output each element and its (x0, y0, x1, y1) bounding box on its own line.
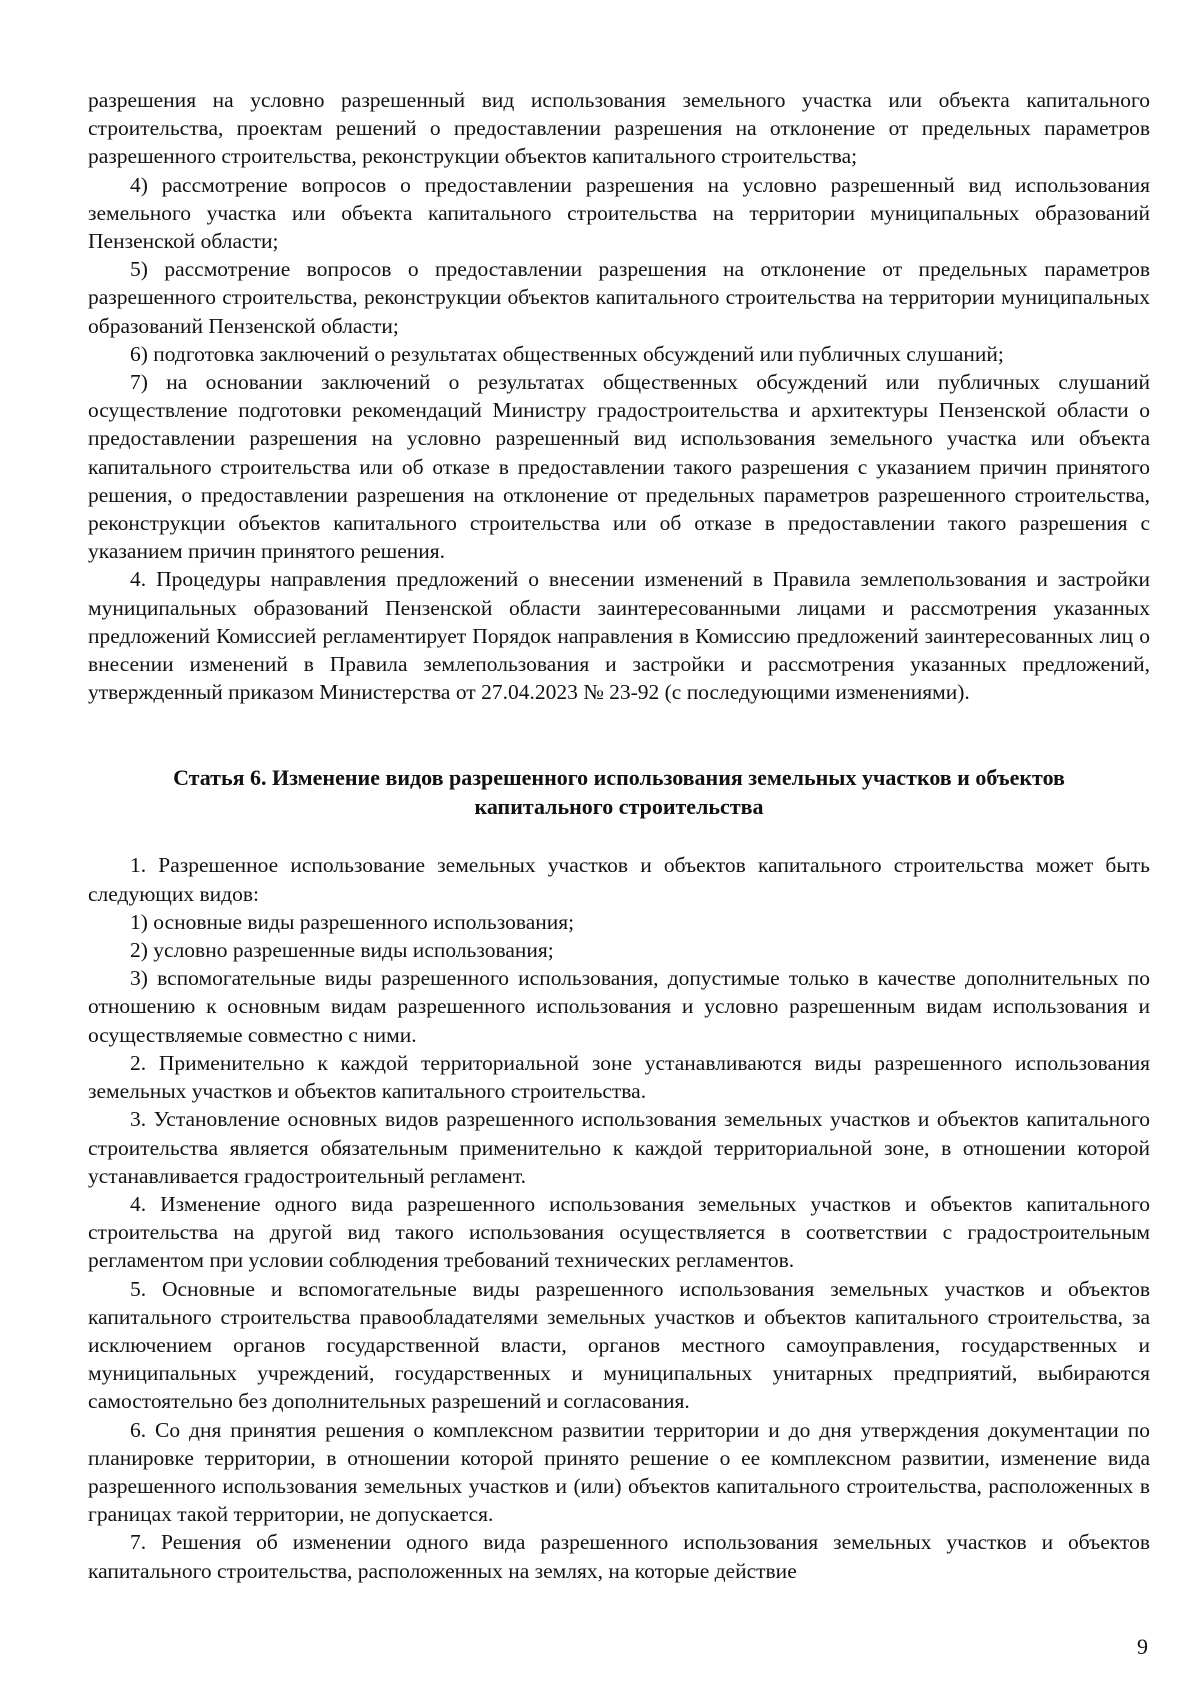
paragraph: 2. Применительно к каждой территориальной зоне устанавливаются виды разрешенного использования земельных участков и объектов капитального строительства. (88, 1050, 1150, 1104)
list-item: 5) рассмотрение вопросов о предоставлении разрешения на отклонение от предельных параметров разрешенного строительства, реконструкции объектов капитального строительства на территории муниципальных образований Пензенской области; (88, 257, 1150, 338)
list-item: 4) рассмотрение вопросов о предоставлении разрешения на условно разрешенный вид использования земельного участка или объекта капитального строительства на территории муниципальных образований Пензенской области; (88, 172, 1150, 254)
article-heading: Статья 6. Изменение видов разрешенного использования земельных участков и объектов капитального строительства (173, 765, 1065, 819)
paragraph: 4. Изменение одного вида разрешенного использования земельных участков и объектов капитального строительства на другой вид такого использования осуществляется в соответствии с градостроительным регламентом при условии соблюдения требований технических регламентов. (88, 1191, 1150, 1273)
document-body (88, 86, 1150, 1585)
list-item: 1) основные виды разрешенного использования; (130, 909, 575, 934)
paragraph: 5. Основные и вспомогательные виды разрешенного использования земельных участков и объектов капитального строительства правообладателями земельных участков и объектов капитального строительства, за исключением органов государственной власти, органов местного самоуправления, государственных и муниципальных учреждений, государственных и муниципальных унитарных предприятий, выбираются самостоятельно без дополнительных разрешений и согласования. (88, 1276, 1150, 1414)
list-item: 3) вспомогательные виды разрешенного использования, допустимые только в качестве дополнительных по отношению к основным видам разрешенного использования и условно разрешенным видам использования и осуществляемые совместно с ними. (88, 966, 1150, 1047)
list-item: 7) на основании заключений о результатах общественных обсуждений или публичных слушаний осуществление подготовки рекомендаций Министру градостроительства и архитектуры Пензенской области о предоставлении разрешения на условно разрешенный вид использования земельного участка или объекта капитального строительства или об отказе в предоставлении такого разрешения с указанием причин принятого решения, о предоставлении разрешения на отклонение от предельных параметров разрешенного строительства, реконструкции объектов капитального строительства или об отказе в предоставлении такого разрешения с указанием причин принятого решения. (88, 370, 1150, 564)
list-item: 6) подготовка заключений о результатах общественных обсуждений или публичных слушаний; (130, 341, 1004, 366)
list-item: 2) условно разрешенные виды использования; (130, 938, 554, 963)
paragraph: 3. Установление основных видов разрешенного использования земельных участков и объектов капитального строительства является обязательным применительно к каждой территориальной зоне, в отношении которой устанавливается градостроительный регламент. (88, 1107, 1150, 1188)
paragraph: 1. Разрешенное использование земельных участков и объектов капитального строительства может быть следующих видов: (88, 853, 1150, 906)
paragraph: 4. Процедуры направления предложений о внесении изменений в Правила землепользования и застройки муниципальных образований Пензенской области заинтересованными лицами и рассмотрения указанных предложений Комиссией регламентирует Порядок направления в Комиссию предложений заинтересованных лиц о внесении изменений в Правила землепользования и застройки и рассмотрения указанных предложений, утвержденный приказом Министерства от 27.04.2023 № 23-92 (с последующими изменениями). (88, 567, 1150, 705)
paragraph: 6. Со дня принятия решения о комплексном развитии территории и до дня утверждения документации по планировке территории, в отношении которой принято решение о ее комплексном развитии, изменение вида разрешенного использования земельных участков и (или) объектов капитального строительства, расположенных в границах такой территории, не допускается. (88, 1417, 1150, 1527)
paragraph: 7. Решения об изменении одного вида разрешенного использования земельных участков и объектов капитального строительства, расположенных на землях, на которые действие (88, 1530, 1150, 1583)
page-number: 9 (1137, 1634, 1148, 1659)
paragraph: разрешения на условно разрешенный вид использования земельного участка или объекта капитального строительства, проектам решений о предоставлении разрешения на отклонение от предельных параметров разрешенного строительства, реконструкции объектов капитального строительства; (88, 88, 1150, 169)
